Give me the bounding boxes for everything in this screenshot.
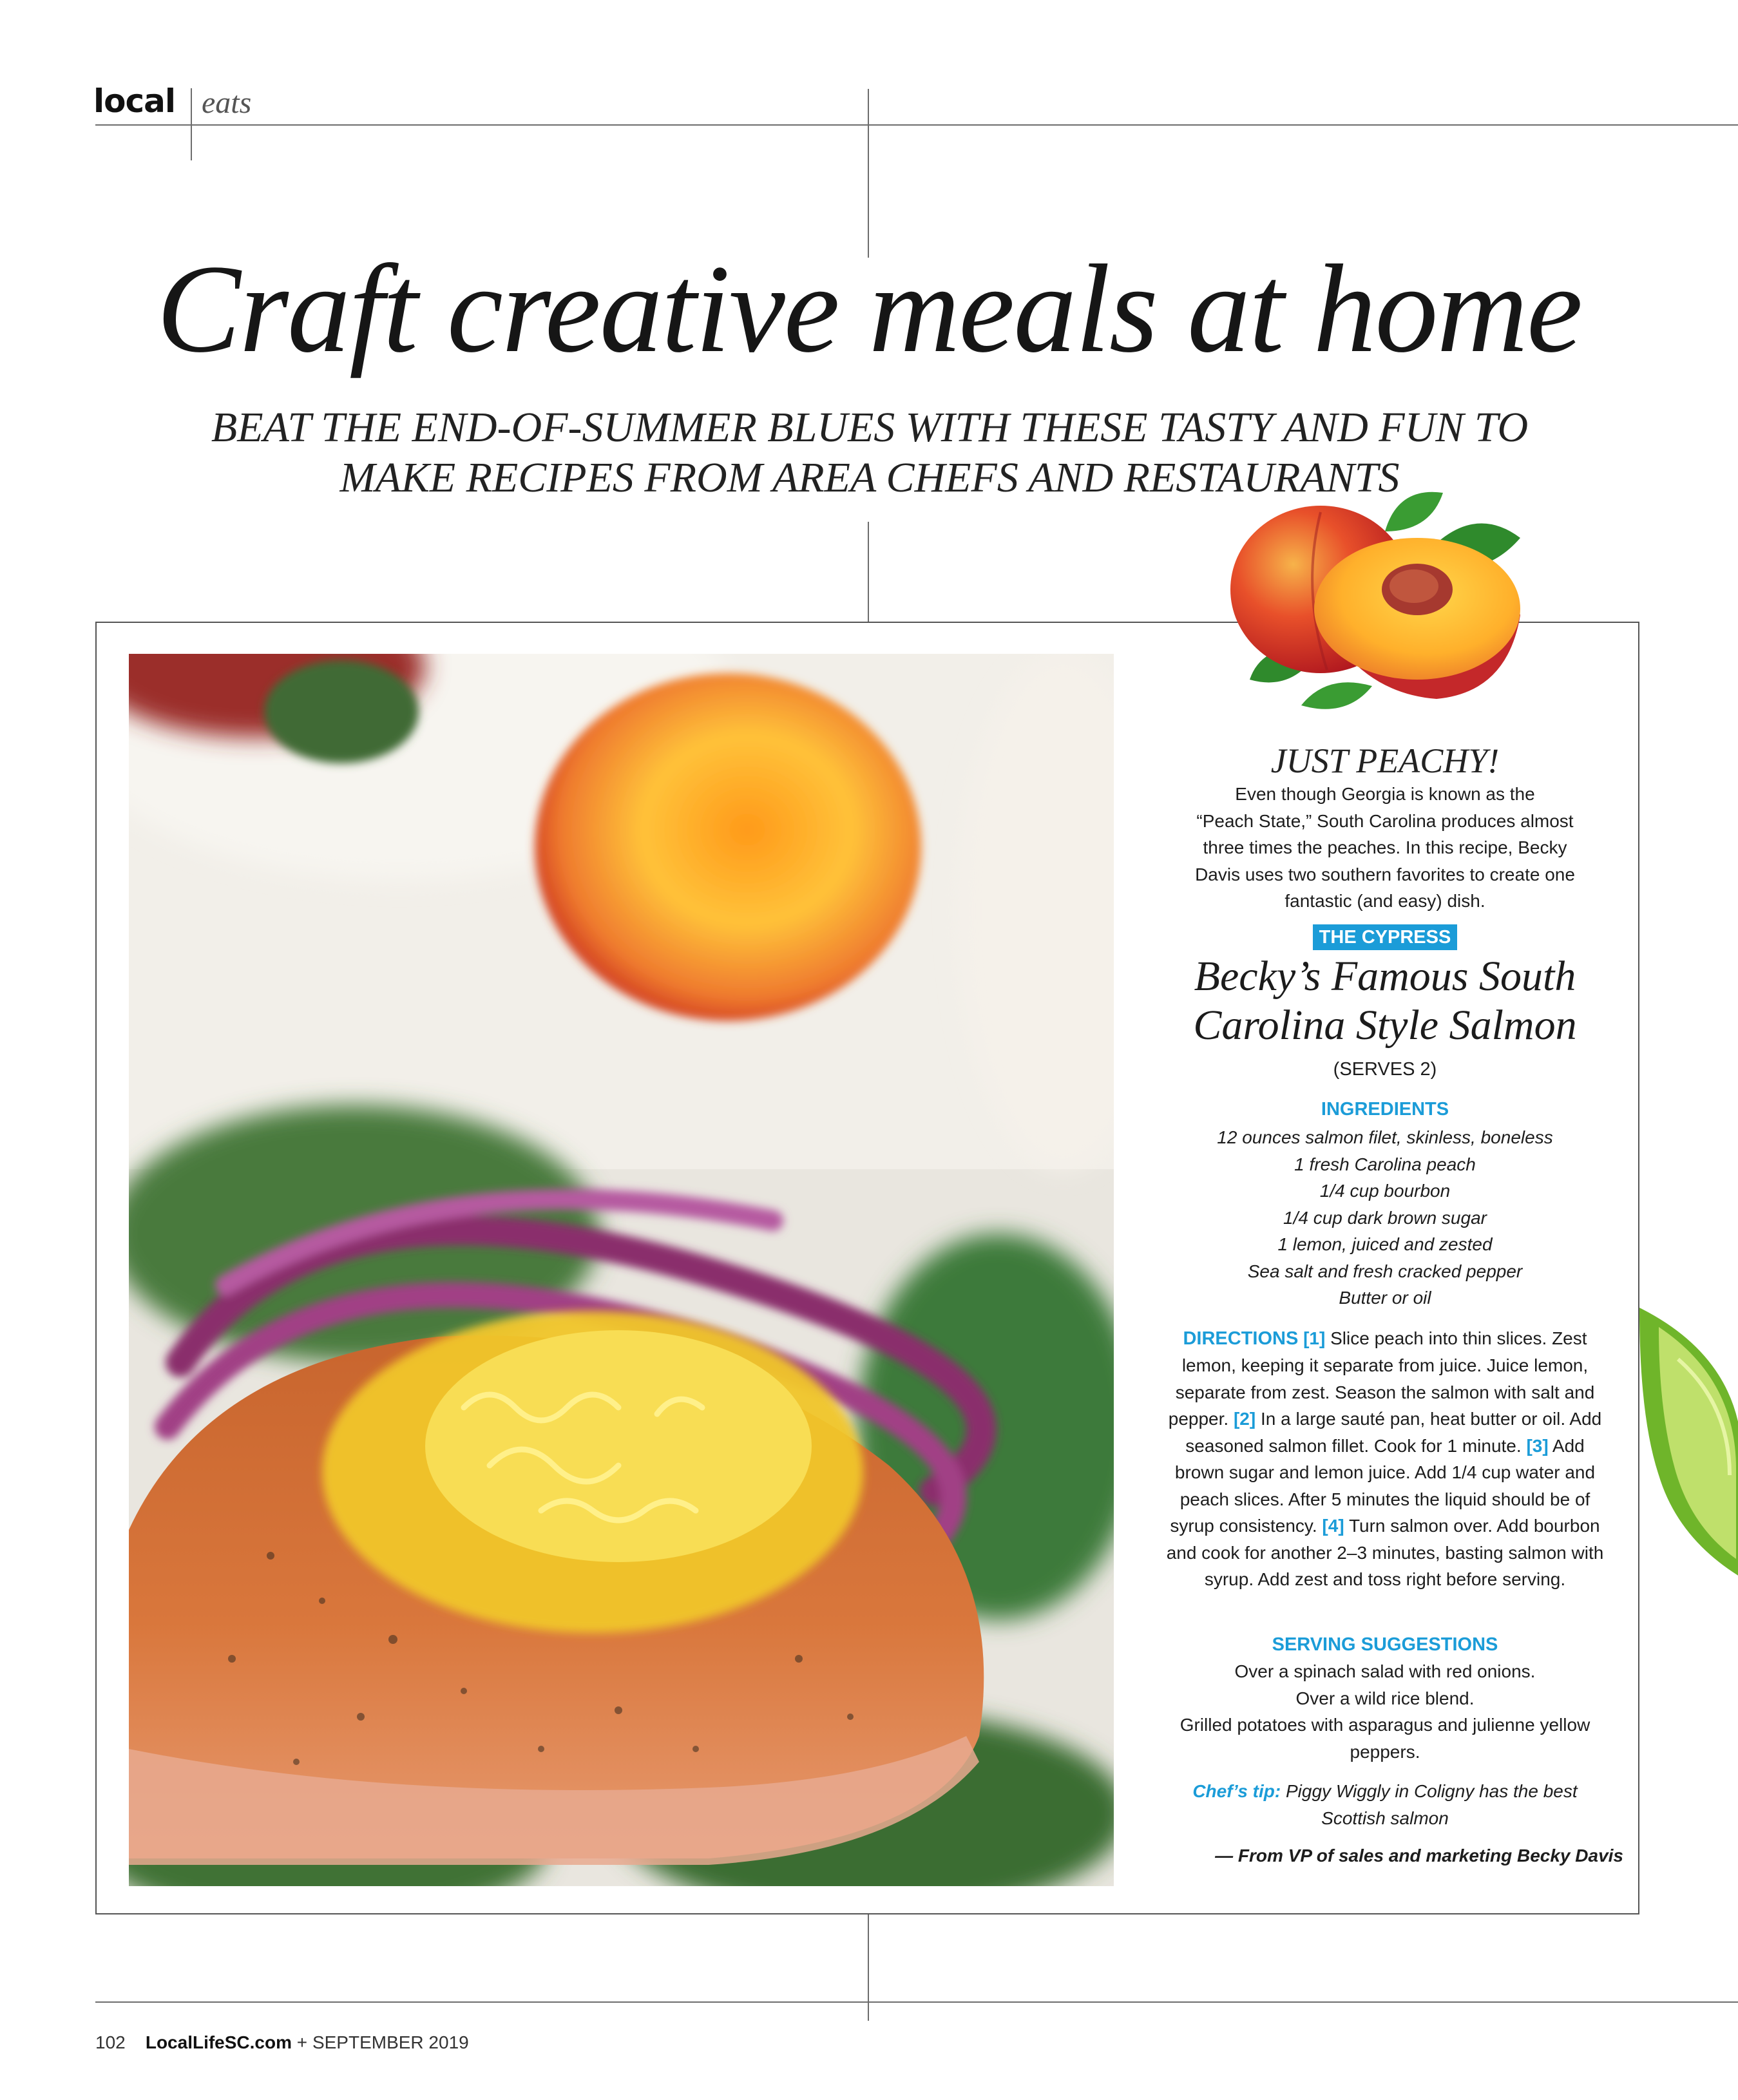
ingredient-item: 12 ounces salmon filet, skinless, boneless bbox=[1217, 1127, 1553, 1147]
issue-date: SEPTEMBER 2019 bbox=[312, 2032, 469, 2052]
site-name: LocalLifeSC.com bbox=[145, 2032, 292, 2052]
footer-rule bbox=[95, 2001, 1738, 2003]
intro-line: fantastic (and easy) dish. bbox=[1284, 891, 1485, 911]
recipe-title-line: Becky’s Famous South bbox=[1194, 953, 1576, 1000]
headline: Craft creative meals at home bbox=[156, 239, 1582, 379]
gutter-rule-bottom bbox=[868, 1914, 869, 2021]
restaurant-badge: THE CYPRESS bbox=[1313, 924, 1458, 950]
lime-slice bbox=[1639, 1308, 1738, 1578]
sidebar-kicker: JUST PEACHY! bbox=[1270, 741, 1500, 780]
footer-folio bbox=[95, 2032, 469, 2053]
directions bbox=[1166, 1325, 1604, 1593]
gutter-rule-top bbox=[868, 89, 869, 258]
recipe-title-line: Carolina Style Salmon bbox=[1193, 1002, 1577, 1049]
header-rule bbox=[95, 124, 1738, 126]
step-number: [3] bbox=[1526, 1435, 1549, 1456]
serving-list bbox=[1179, 1658, 1591, 1765]
step-text: In a large sauté pan, heat butter or oil. Add seasoned salmon fillet. Cook for 1 minute. bbox=[1185, 1409, 1602, 1456]
ingredient-item: 1 lemon, juiced and zested bbox=[1277, 1234, 1493, 1254]
subsection-label: eats bbox=[202, 86, 252, 120]
step-number: [4] bbox=[1322, 1516, 1344, 1536]
sidebar-intro bbox=[1153, 781, 1617, 915]
step-text: Slice peach into thin slices. Zest lemon, keeping it separate from juice. Juice lemon, separate from zest. Season the salmon with salt and pepper. bbox=[1168, 1328, 1595, 1429]
page-number: 102 bbox=[95, 2032, 126, 2052]
serving-heading: SERVING SUGGESTIONS bbox=[1272, 1634, 1498, 1655]
serving-item: Over a wild rice blend. bbox=[1295, 1688, 1475, 1708]
intro-line: “Peach State,” South Carolina produces almost bbox=[1196, 810, 1574, 831]
footer-separator: + bbox=[296, 2032, 308, 2052]
ingredient-item: 1/4 cup bourbon bbox=[1319, 1181, 1451, 1201]
step-number: [1] bbox=[1303, 1328, 1326, 1348]
directions-label: DIRECTIONS bbox=[1183, 1328, 1299, 1349]
serves-label: (SERVES 2) bbox=[1333, 1059, 1437, 1080]
chef-tip-label: Chef’s tip: bbox=[1192, 1781, 1281, 1801]
serving-item: Over a spinach salad with red onions. bbox=[1234, 1661, 1536, 1681]
ingredient-item: Sea salt and fresh cracked pepper bbox=[1247, 1261, 1523, 1281]
salmon-dish-photo bbox=[129, 654, 1114, 1886]
gutter-rule-mid bbox=[868, 522, 869, 623]
header-tick bbox=[191, 88, 192, 160]
chef-tip bbox=[1172, 1778, 1598, 1831]
step-text: Add brown sugar and lemon juice. Add 1/4 cup water and peach slices. After 5 minutes the liquid should be of syrup consistency. bbox=[1170, 1435, 1596, 1536]
ingredient-item: 1/4 cup dark brown sugar bbox=[1283, 1207, 1487, 1228]
serving-item: Grilled potatoes with asparagus and julienne yellow peppers. bbox=[1179, 1715, 1590, 1762]
subhead-line: MAKE RECIPES FROM AREA CHEFS AND RESTAURANTS bbox=[339, 454, 1400, 501]
step-text: Turn salmon over. Add bourbon and cook for another 2–3 minutes, basting salmon with syrup. Add zest and toss right before serving. bbox=[1166, 1516, 1604, 1589]
intro-line: three times the peaches. In this recipe, Becky bbox=[1203, 837, 1567, 857]
recipe-title bbox=[1153, 952, 1617, 1050]
ingredients-heading: INGREDIENTS bbox=[1321, 1099, 1449, 1120]
intro-line: Even though Georgia is known as the bbox=[1235, 784, 1535, 804]
subhead-line: BEAT THE END-OF-SUMMER BLUES WITH THESE TASTY AND FUN TO bbox=[211, 404, 1529, 451]
chef-tip-text: Piggy Wiggly in Coligny has the best Scottish salmon bbox=[1286, 1781, 1578, 1828]
restaurant-badge-wrap bbox=[1153, 924, 1617, 950]
section-label: local bbox=[93, 82, 176, 120]
ingredient-item: 1 fresh Carolina peach bbox=[1294, 1154, 1476, 1174]
recipe-credit: — From VP of sales and marketing Becky Davis bbox=[1215, 1846, 1623, 1866]
step-number: [2] bbox=[1233, 1409, 1256, 1429]
intro-line: Davis uses two southern favorites to create one bbox=[1195, 864, 1575, 884]
peach-illustration bbox=[1224, 486, 1533, 725]
ingredient-item: Butter or oil bbox=[1339, 1288, 1431, 1308]
ingredients-list bbox=[1153, 1124, 1617, 1312]
